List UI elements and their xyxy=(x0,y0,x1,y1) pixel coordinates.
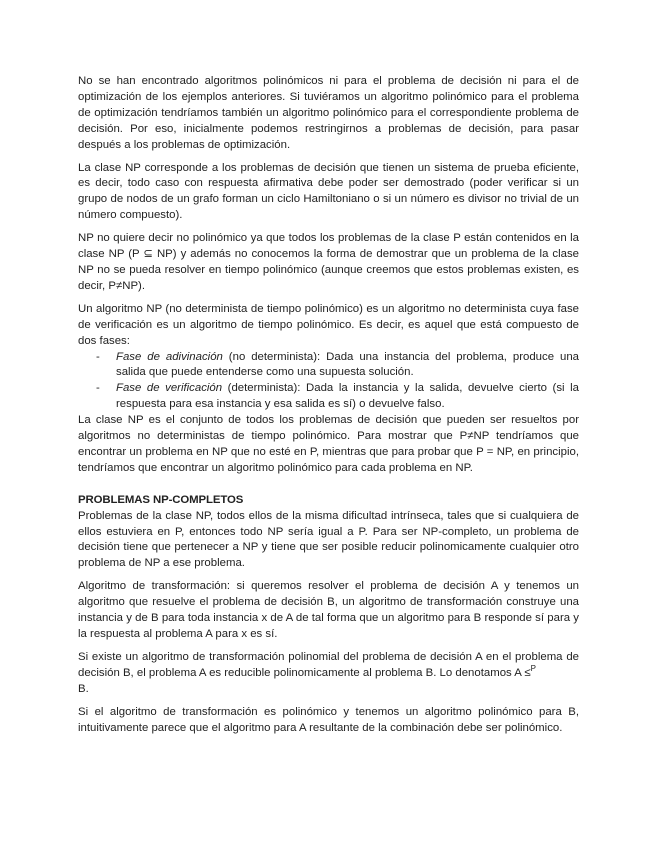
paragraph-reducible xyxy=(78,650,579,698)
paragraph-transformation: Algoritmo de transformación: si queremos resolver el problema de decisión A y tenemos un algoritmo que resuelve el problema de decisión B, un algoritmo de transformación construye una instancia y de B para toda instancia x de A de tal forma que un algoritmo para B responde sí para y la respuesta al problema A para x es sí. xyxy=(78,580,579,640)
reducible-text: Si existe un algoritmo de transformación polinomial del problema de decisión A en el problema de decisión B, el problema A es reducible polinomicamente al problema B. Lo denotamos A ≤ xyxy=(78,650,579,679)
phase-description: (no determinista): Dada una instancia del problema, produce una salida que puede entenderse como una supuesta solución. xyxy=(116,350,579,379)
phases-list xyxy=(78,350,579,414)
reducible-superscript: P xyxy=(530,664,536,674)
paragraph-np-complete: Problemas de la clase NP, todos ellos de la misma dificultad intrínseca, tales que si cualquiera de ellos estuviera en P, entonces todo NP sería igual a P. Para ser NP-completo, un problema de decisión tiene que pertenecer a NP y tiene que ser posible reducir polinomicamente cualquier otro problema de NP a ese problema. xyxy=(78,509,579,570)
phase-term: Fase de verificación xyxy=(116,382,223,395)
list-item-guess-phase xyxy=(78,350,579,382)
list-dash: - xyxy=(96,350,100,363)
phase-description: (determinista): Dada la instancia y la salida, devuelve cierto (si la respuesta para esa instancia y esa salida es sí) o devuelve falso. xyxy=(116,382,579,411)
reducible-end: B. xyxy=(78,682,89,695)
section-title: PROBLEMAS NP-COMPLETOS xyxy=(78,493,244,506)
list-dash: - xyxy=(96,382,100,395)
phase-term: Fase de adivinación xyxy=(116,350,223,363)
list-item-verify-phase xyxy=(78,381,579,413)
paragraph-np-not-nonpolynomial: NP no quiere decir no polinómico ya que todos los problemas de la clase P están contenidos en la clase NP (P ⊆ NP) y además no conocemos la forma de demostrar que un problema de la clase NP no se pueda resolver en tiempo polinómico (aunque creemos que estos problemas existen, es decir, P≠NP). xyxy=(78,232,579,292)
paragraph-np-class: La clase NP es el conjunto de todos los problemas de decisión que pueden ser resueltos por algoritmos no deterministas de tiempo polinómico. Para mostrar que P≠NP tendríamos que encontrar un problema en NP que no esté en P, mientras que para probar que P = NP, en principio, tendríamos que encontrar un algoritmo polinómico para cada problema en NP. xyxy=(78,414,579,474)
paragraph-optimization: No se han encontrado algoritmos polinómicos ni para el problema de decisión ni para el de optimización de los ejemplos anteriores. Si tuviéramos un algoritmo polinómico para el problema de optimización tendríamos también un algoritmo polinómico para el correspondiente problema de decisión. Por eso, inicialmente podemos restringirnos a problemas de decisión, para pasar después a los problemas de optimización. xyxy=(78,75,579,151)
paragraph-np-definition: La clase NP corresponde a los problemas de decisión que tienen un sistema de prueba eficiente, es decir, todo caso con respuesta afirmativa debe poder ser demostrado (poder verificar si un grupo de nodos de un grafo forman un ciclo Hamiltoniano o si un número es divisor no trivial de un número compuesto). xyxy=(78,161,579,222)
paragraph-np-algorithm: Un algoritmo NP (no determinista de tiempo polinómico) es un algoritmo no determinista cuya fase de verificación es un algoritmo de tiempo polinómico. Es decir, es aquel que está compuesto de dos fases: xyxy=(78,302,579,347)
paragraph-polynomial-combination: Si el algoritmo de transformación es polinómico y tenemos un algoritmo polinómico para B, intuitivamente parece que el algoritmo para A resultante de la combinación debe ser polinómico. xyxy=(78,705,579,734)
